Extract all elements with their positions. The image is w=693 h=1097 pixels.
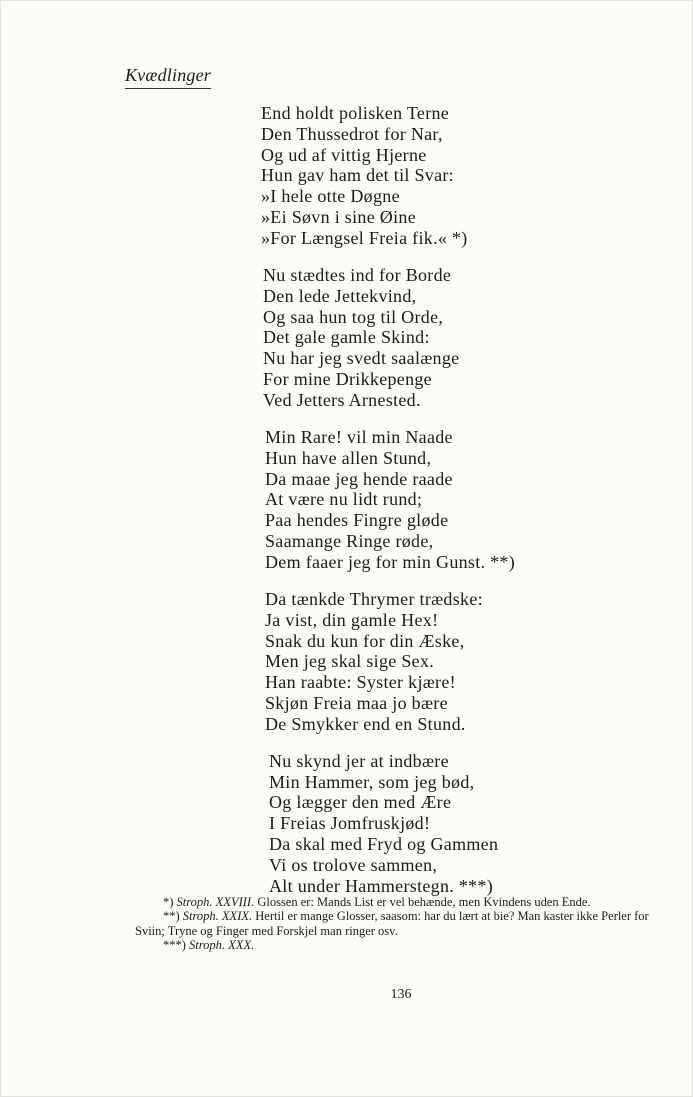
- poem-line: Det gale gamle Skind:: [263, 327, 430, 348]
- poem-line: Saamange Ringe røde,: [265, 530, 434, 551]
- poem-line: Hun gav ham det til Svar:: [261, 165, 454, 186]
- poem-line: Da maae jeg hende raade: [265, 468, 453, 489]
- poem-line: Han raabte: Syster kjære!: [265, 672, 456, 693]
- poem-line: Skjøn Freia maa jo bære: [265, 692, 448, 713]
- footnote-marker: ***): [163, 938, 186, 953]
- poem-line: Vi os trolove sammen,: [269, 854, 438, 875]
- footnote-reference: Stroph. XXVIII.: [176, 895, 255, 909]
- page-number: 136: [390, 987, 412, 1002]
- footnotes: [135, 895, 669, 953]
- poem: [261, 103, 591, 913]
- poem-line: Og saa hun tog til Orde,: [263, 306, 444, 327]
- stanza-5: [269, 751, 591, 897]
- poem-line: Ja vist, din gamle Hex!: [265, 609, 439, 630]
- stanza-3: [265, 427, 591, 573]
- stanza-4: [265, 589, 591, 735]
- poem-line: Min Rare! vil min Naade: [265, 426, 453, 447]
- footnote-2: [135, 909, 669, 938]
- running-head: Kvædlinger: [125, 65, 211, 89]
- poem-line: »Ei Søvn i sine Øine: [261, 206, 416, 227]
- poem-line: I Freias Jomfruskjød!: [269, 813, 431, 834]
- poem-line: »For Længsel Freia fik.« *): [261, 227, 468, 248]
- poem-line: Da tænkde Thrymer trædske:: [265, 588, 483, 609]
- footnote-text: Hertil er mange Glosser, saasom: har du lært at bie? Man kaster ikke Perler for Sviin; Tryne og Finger med Forskjel man ringer osv.: [135, 909, 649, 938]
- footnote-reference: Stroph. XXIX.: [182, 909, 253, 924]
- poem-line: Og ud af vittig Hjerne: [261, 144, 427, 165]
- poem-line: Nu stædtes ind for Borde: [263, 264, 452, 285]
- poem-line: Hun have allen Stund,: [265, 447, 432, 468]
- poem-line: Paa hendes Fingre gløde: [265, 510, 449, 531]
- poem-line: Og lægger den med Ære: [269, 792, 452, 813]
- poem-line: Nu har jeg svedt saalænge: [263, 348, 460, 369]
- poem-line: End holdt polisken Terne: [261, 103, 450, 123]
- footnote-text: Glossen er: Mands List er vel behænde, men Kvindens uden Ende.: [257, 895, 591, 909]
- stanza-2: [263, 265, 591, 411]
- poem-line: Den Thussedrot for Nar,: [261, 123, 443, 144]
- poem-line: Snak du kun for din Æske,: [265, 630, 465, 651]
- poem-line: Alt under Hammerstegn. ***): [269, 875, 494, 896]
- poem-line: Da skal med Fryd og Gammen: [269, 834, 499, 855]
- poem-line: De Smykker end en Stund.: [265, 713, 466, 734]
- poem-line: For mine Drikkepenge: [263, 368, 432, 389]
- poem-line: Nu skynd jer at indbære: [269, 750, 449, 771]
- footnote-reference: Stroph. XXX.: [189, 938, 255, 953]
- poem-line: Ved Jetters Arnested.: [263, 389, 421, 410]
- poem-line: »I hele otte Døgne: [261, 186, 400, 207]
- footnote-marker: *): [163, 895, 174, 909]
- footnote-3: [135, 938, 669, 952]
- poem-line: Min Hammer, som jeg bød,: [269, 771, 475, 792]
- stanza-1: [261, 103, 591, 249]
- footnote-1: [135, 895, 669, 909]
- poem-line: Den lede Jettekvind,: [263, 285, 417, 306]
- poem-line: Men jeg skal sige Sex.: [265, 651, 435, 672]
- footnote-marker: **): [163, 909, 180, 924]
- poem-line: Dem faaer jeg for min Gunst. **): [265, 551, 516, 572]
- poem-line: At være nu lidt rund;: [265, 489, 423, 510]
